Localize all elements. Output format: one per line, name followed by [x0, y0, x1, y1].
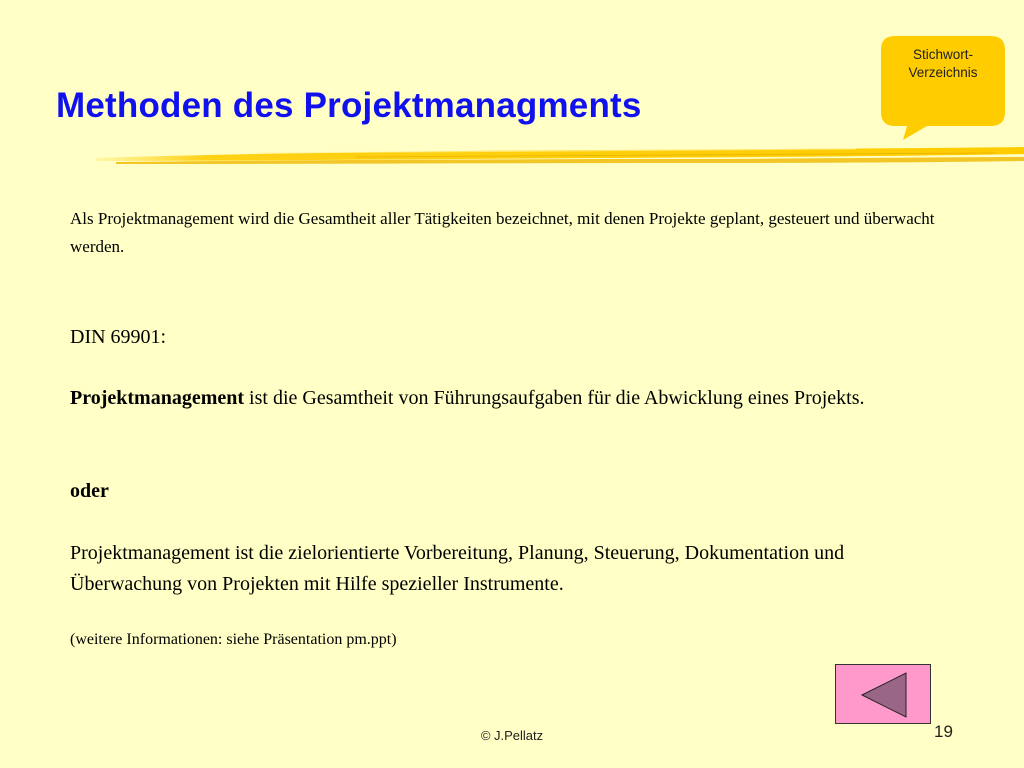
definition-2: Projektmanagement ist die zielorientierte Vorbereitung, Planung, Steuerung, Dokumentation und Überwachung von Projekten mit Hilfe spezieller Instrumente. — [70, 542, 845, 595]
more-info-note: (weitere Informationen: siehe Präsentation pm.ppt) — [70, 631, 397, 648]
intro-paragraph: Als Projektmanagement wird die Gesamtheit aller Tätigkeiten bezeichnet, mit denen Projekte geplant, gesteuert und überwacht werden. — [70, 209, 935, 256]
title-underline-brush — [96, 142, 1024, 170]
back-triangle-icon — [836, 665, 932, 725]
footer-copyright: © J.Pellatz — [480, 728, 544, 743]
slide-title: Methoden des Projektmanagments — [56, 86, 642, 125]
definition-1 — [70, 383, 960, 414]
definition-1-text: ist die Gesamtheit von Führungsaufgaben für die Abwicklung eines Projekts. — [244, 387, 865, 409]
page-number: 19 — [934, 722, 953, 741]
or-label: oder — [70, 480, 109, 502]
stichwort-verzeichnis-link[interactable] — [884, 46, 1002, 82]
definition-1-term: Projektmanagement — [70, 387, 245, 409]
din-label: DIN 69901: — [70, 326, 167, 348]
back-button[interactable] — [835, 664, 931, 724]
callout-line-1: Stichwort- — [912, 47, 973, 62]
callout-line-2: Verzeichnis — [908, 65, 978, 80]
